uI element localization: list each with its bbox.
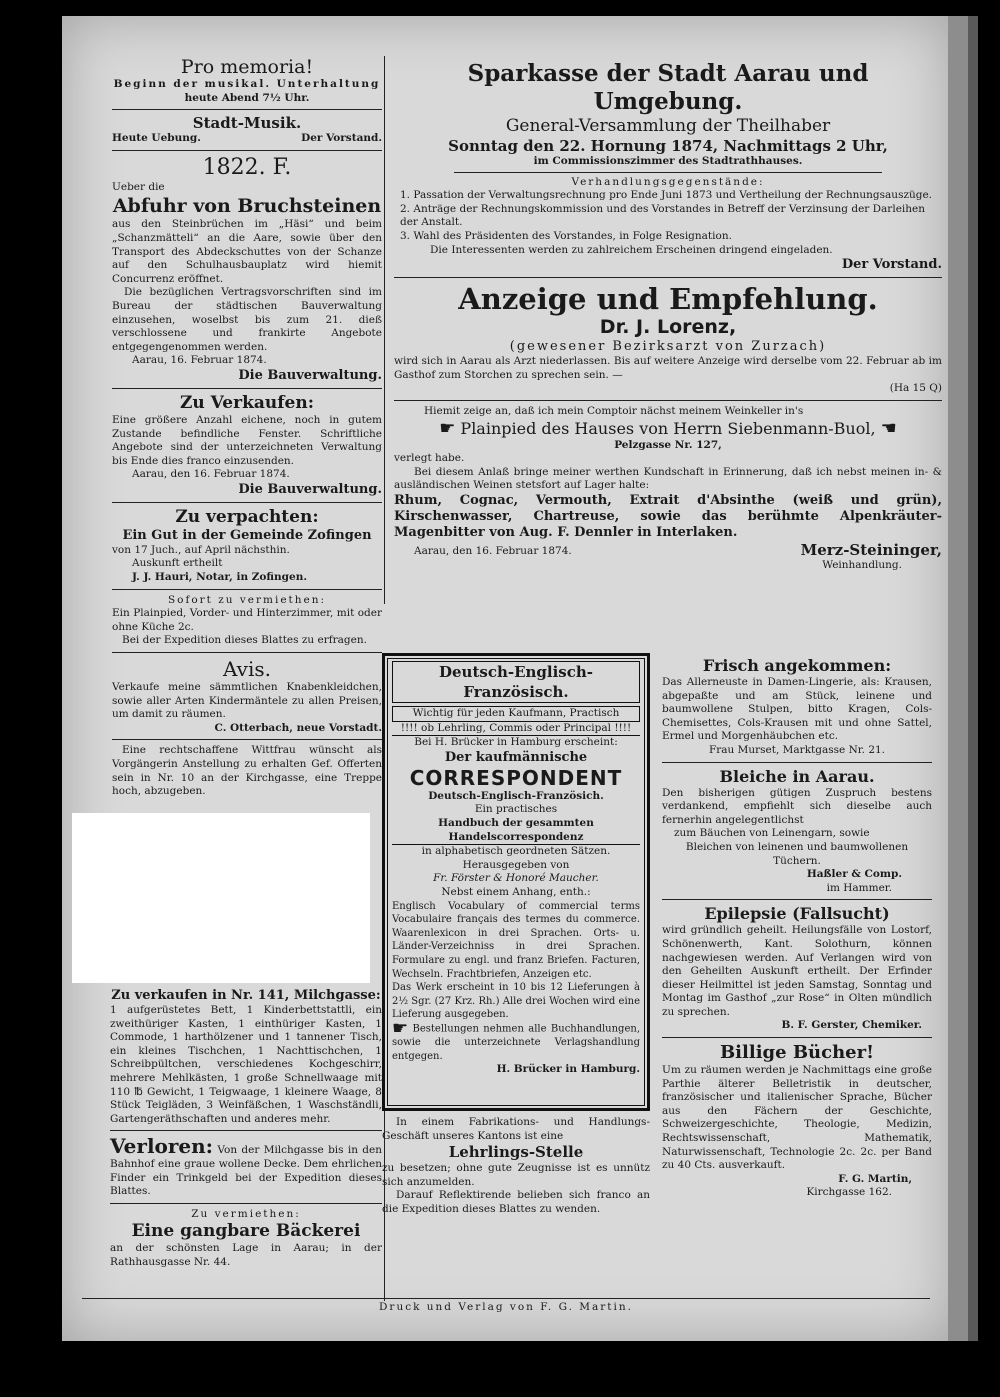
box-werk: Das Werk erscheint in 10 bis 12 Lieferungen à 2½ Sgr. (27 Krz. Rh.) Alle drei Wochen wird eine Lieferung ausgegeben. [392,982,640,1021]
epilepsie-body: wird gründlich geheilt. Heilungsfälle von Lostorf, Schönenwerth, Kant. Solothurn, können nachgewiesen werden. Auf Verlangen wird von den Geheilten Auskunft ertheilt. Der Erfinder dieser Heilmittel ist jeden Samstag, Sonntag und Montag im Gasthof „zur Rose“ in Olten mündlich zu sprechen. [662,924,932,1018]
divider [662,762,932,763]
comptoir-line3: Pelzgasse Nr. 127, [614,438,722,451]
verkaufen-date: Aarau, den 16. Februar 1874. [132,468,290,481]
sparkasse-item-3: 3. Wahl des Präsidenten des Vorstandes, in Folge Resignation. [400,229,732,242]
box-hg: Herausgegeben von [462,858,570,871]
blank-patch [72,813,370,983]
box-alpha: in alphabetisch geordneten Sätzen. [421,845,611,858]
pro-memoria-line2: heute Abend 7½ Uhr. [184,91,310,104]
frisch-sign: Frau Murset, Marktgasse Nr. 21. [708,743,886,756]
divider [662,899,932,900]
stadtmusik-title: Stadt-Musik. [192,114,302,133]
divider [662,1037,932,1038]
box-sign: H. Brücker in Hamburg. [496,1063,640,1076]
baeckerei-title: Eine gangbare Bäckerei [131,1221,361,1242]
vermiethen-body: Ein Plainpied, Vorder- und Hinterzimmer, mit oder ohne Küche 2c. [112,607,382,633]
footer [82,1298,930,1315]
pointing-hand-right-icon: ☛ [439,418,456,440]
frisch-ad [662,656,932,758]
baeckerei-intro: Zu vermiethen: [191,1207,301,1220]
verpachten-ad [112,507,382,585]
divider [112,589,382,590]
buecher-sign2: Kirchgasse 162. [806,1186,892,1199]
comptoir-sign: Merz-Steininger, [800,540,942,559]
lehrling-body3: Darauf Reflektirende belieben sich franco an die Expedition dieses Blattes zu wenden. [382,1189,650,1215]
comptoir-line4: verlegt habe. [394,452,465,465]
right-small-column [662,656,932,1200]
divider [110,1130,382,1131]
divider [112,652,382,653]
comptoir-line1: Hiemit zeige an, daß ich mein Comptoir nächst meinem Weinkeller in's [424,404,804,417]
bleiche-ad [662,767,932,896]
verloren-body: Von der Milchgasse bis in den Bahnhof eine graue wollene Decke. Dem ehrlichen Finder ein Trinkgeld bei der Expedition dieses Blattes. [110,1144,383,1198]
wittfrau-body: Eine rechtschaffene Wittfrau wünscht als Vorgängerin Anstellung zu erhalten Gef. Offerten sein in Nr. 10 an der Kirchgasse, eine Treppe hoch, abzugeben. [112,744,382,798]
left-column [112,56,382,799]
vermiethen-title: Sofort zu vermiethen: [167,593,327,606]
abfuhr-sign: Die Bauverwaltung. [238,367,382,383]
left-column-lower [110,988,382,1270]
avis-body: Verkaufe meine sämmtlichen Knabenkleidchen, sowie aller Arten Kindermäntele zu allen Preisen, um damit zu räumen. [112,681,382,721]
lehrling-ad [382,1116,650,1217]
box-authors: Fr. Förster & Honoré Maucher. [433,872,599,885]
baeckerei-ad [110,1208,382,1270]
abfuhr-code: 1822. F. [202,154,292,180]
avis-ad [112,657,382,735]
epilepsie-title: Epilepsie (Fallsucht) [704,904,890,924]
buecher-ad [662,1042,932,1200]
bleiche-line2: Bleichen von leinenen und baumwollenen Tüchern. [685,840,909,867]
frisch-title: Frisch angekommen: [702,656,892,675]
box-correspondent: CORRESPONDENT [409,765,623,790]
verpachten-title: Zu verpachten: [175,506,319,527]
bleiche-title: Bleiche in Aarau. [719,766,875,786]
buecher-title: Billige Bücher! [719,1042,875,1064]
box-ob: !!!! ob Lehrling, Commis oder Principal !!!! [392,722,640,737]
bleiche-sign2: im Hammer. [826,881,892,894]
column-divider [384,56,385,604]
verkaufen-sign: Die Bauverwaltung. [238,481,382,497]
abfuhr-title: Abfuhr von Bruchsteinen [112,195,382,218]
sparkasse-item-2: 2. Anträge der Rechnungskommission und des Vorstandes in Betreff der Verzinsung der Darleihen der Anstalt. [400,202,925,229]
lorenz-ad [394,282,942,396]
milchgasse-title: Zu verkaufen in Nr. 141, Milchgasse: [111,988,381,1003]
verkaufen-ad [112,393,382,498]
abfuhr-ad [112,155,382,384]
divider [112,150,382,151]
sparkasse-item-1: 1. Passation der Verwaltungsrechnung pro Ende Juni 1873 und Vertheilung der Rechnungsauszüge. [400,189,933,202]
epilepsie-ad [662,904,932,1033]
abfuhr-intro: Ueber die [112,180,165,193]
pointing-hand-icon: ☛ [392,1017,409,1039]
frisch-body: Das Allerneuste in Damen-Lingerie, als: Krausen, abgepaßte und am Stück, leinene und baumwollene Stulpen, bitto Kragen, Cols-Chemisettes, Cols-Krausen mit und ohne Sattel, Ermel und Morgenhäubchen etc. [662,676,932,743]
comptoir-goods: Rhum, Cognac, Vermouth, Extrait d'Absinthe (weiß und grün), Kirschenwasser, Chartreuse, sowie das berühmte Alpenkräuter-Magenbitter von Aug. F. Dennler in Interlaken. [394,492,942,540]
verpachten-line3: Auskunft ertheilt [132,557,223,570]
sparkasse-sign: Der Vorstand. [841,257,942,273]
epilepsie-sign: B. F. Gerster, Chemiker. [781,1019,922,1032]
comptoir-sign2: Weinhandlung. [822,558,902,571]
milchgasse-ad [110,988,382,1126]
box-der: Der kaufmännische [444,749,588,765]
wittfrau-ad [112,744,382,798]
bleiche-line1: zum Bäuchen von Leinengarn, sowie [674,827,870,840]
divider [110,1203,382,1204]
lorenz-former: (gewesener Bezirksarzt von Zurzach) [509,339,827,355]
lehrling-title: Lehrlings-Stelle [448,1143,584,1162]
stadtmusik-right: Der Vorstand. [301,132,382,145]
comptoir-ad [394,405,942,573]
verpachten-line4: J. J. Hauri, Notar, in Zofingen. [132,571,307,584]
comptoir-body: Bei diesem Anlaß bringe meiner werthen Kundschaft in Erinnerung, daß ich nebst meinen in- & ausländischen Weinen stetsfort auf Lager halte: [394,465,942,492]
bleiche-body: Den bisherigen gütigen Zuspruch bestens verdankend, empfiehlt sich dieselbe auch fernerhin angelegentlichst [662,786,932,826]
pointing-hand-left-icon: ☚ [880,418,897,440]
verkaufen-body: Eine größere Anzahl eichene, noch in gutem Zustande befindliche Fenster. Schriftliche Angebote sind der unterzeichneten Verwaltung bis Ende dies franco einzusenden. [112,413,382,467]
box-hand: Handbuch der gesammten Handelscorrespondenz [392,817,640,845]
milchgasse-body: 1 aufgerüstetes Bett, 1 Kinderbettstattli, ein zweithüriger Kasten, 1 einthüriger Kasten, 1 Commode, 1 harthölzener und 1 tannener Tisch, ein kleines Tischchen, 1 Nachttischchen, 1 Schreibpültchen, verschiedenes Kochgeschirr, mehrere Mehlkästen, 1 große Schnellwaage mit 110 ℔ Gewicht, 1 Teigwaage, 1 kleinere Waage, 8 Stück Teigläden, 3 Weinfäßchen, 1 Waschständli, Gartengeräthschaften und anderes mehr. [110,1004,382,1125]
bleiche-sign: Haßler & Comp. [806,868,902,881]
box-bestell: Bestellungen nehmen alle Buchhandlungen, sowie die unterzeichnete Verlagshandlung entgegen. [392,1023,640,1062]
lorenz-body: wird sich in Aarau als Arzt niederlassen. Bis auf weitere Anzeige wird derselbe vom 22. Februar ab im Gasthof zum Storchen zu sprechen sein. — [394,355,942,381]
lorenz-code: (Ha 15 Q) [889,382,942,395]
abfuhr-body: aus den Steinbrüchen im „Häsi“ und beim „Schanzmätteli“ an die Aare, sowie über den Transport des Abdeckschuttes von der Schanze auf den Schulhausbauplatz wird hiemit Concurrenz eröffnet. [112,218,382,285]
abfuhr-body2: Die bezüglichen Vertragsvorschriften sind im Bureau der städtischen Bauverwaltung einzusehen, woselbst bis zum 21. dieß verschlossene und frankirte Angebote entgegengenommen werden. [112,286,382,353]
divider [394,277,942,278]
box-ein: Ein practisches [474,803,558,816]
pro-memoria-line1: Beginn der musikal. Unterhaltung [113,78,381,90]
stadtmusik-ad [112,114,382,146]
abfuhr-date: Aarau, 16. Februar 1874. [132,354,267,367]
stadtmusik-left: Heute Uebung. [112,132,201,145]
pro-memoria-title: Pro memoria! [180,56,314,78]
sparkasse-place: im Commissionszimmer des Stadtrathhauses. [533,155,803,167]
vermiethen-line: Bei der Expedition dieses Blattes zu erfragen. [122,634,367,647]
divider [112,109,382,110]
avis-title: Avis. [223,657,271,682]
avis-sign: C. Otterbach, neue Vorstadt. [214,721,382,734]
verpachten-line2: von 17 Juch., auf April nächsthin. [112,543,290,556]
lehrling-body: In einem Fabrikations- und Handlungs-Geschäft unseres Kantons ist eine [382,1116,650,1142]
baeckerei-body: an der schönsten Lage in Aarau; in der Rathhausgasse Nr. 44. [110,1242,382,1268]
vermiethen-ad [112,594,382,648]
sparkasse-title: Sparkasse der Stadt Aarau und Umgebung. [467,60,869,115]
buecher-body: Um zu räumen werden je Nachmittags eine große Parthie älterer Belletristik in deutscher, französischer und italienischer Sprache, Bücher aus den Fächern der Geschichte, Schweizergeschichte, Theologie, Medizin, Rechtswissenschaft, Mathematik, Naturwissenschaft, Technologie 2c. 2c. per Band zu 40 Cts. ausverkauft. [662,1064,932,1172]
divider [112,388,382,389]
buecher-sign: F. G. Martin, [838,1172,912,1185]
pro-memoria-ad [112,56,382,105]
lorenz-name: Dr. J. Lorenz, [599,316,737,339]
right-column [394,60,942,573]
sparkasse-sub: General-Versammlung der Theilhaber [505,116,831,136]
box-wichtig: Wichtig für jeden Kaufmann, Practisch [392,706,640,722]
lorenz-title: Anzeige und Empfehlung. [458,282,878,317]
divider [112,502,382,503]
correspondent-ad-box [382,653,650,1111]
sparkasse-date: Sonntag den 22. Hornung 1874, Nachmittags 2 Uhr, [448,137,888,155]
comptoir-date: Aarau, den 16. Februar 1874. [414,545,572,558]
box-header: Deutsch-Englisch-Französisch. [392,661,640,703]
newspaper-page [62,16,950,1341]
box-nebst: Nebst einem Anhang, enth.: [441,885,591,898]
box-content: Englisch Vocabulary of commercial terms Vocabulaire français des termes du commerce. Waarenlexicon in drei Sprachen. Orts- u. Länder-Verzeichniss in drei Sprachen. Formulare zu engl. und franz Briefen. Facturen, Wechseln. Frachtbriefen, Anzeigen etc. [392,900,640,980]
verpachten-line1: Ein Gut in der Gemeinde Zofingen [122,527,372,543]
divider [112,739,382,740]
box-bei: Bei H. Brücker in Hamburg erscheint: [414,736,618,749]
sparkasse-agenda-title: Verhandlungsgegenstände: [571,175,765,188]
comptoir-line2: Plainpied des Hauses von Herrn Siebenmann-Buol, [460,418,876,438]
box-dtsch: Deutsch-Englisch-Französich. [428,789,604,802]
divider [394,400,942,401]
page-edge-shadow [968,16,978,1341]
sparkasse-ad [394,60,942,273]
sparkasse-invite: Die Interessenten werden zu zahlreichem Erscheinen dringend eingeladen. [430,243,833,256]
verkaufen-title: Zu Verkaufen: [179,392,314,413]
page-edge [948,16,970,1341]
divider [454,172,882,173]
lehrling-body2: zu besetzen; ohne gute Zeugnisse ist es unnütz sich anzumelden. [382,1162,650,1188]
verloren-title: Verloren: [110,1134,214,1159]
verloren-ad [110,1135,382,1198]
footer-text: Druck und Verlag von F. G. Martin. [379,1301,633,1313]
